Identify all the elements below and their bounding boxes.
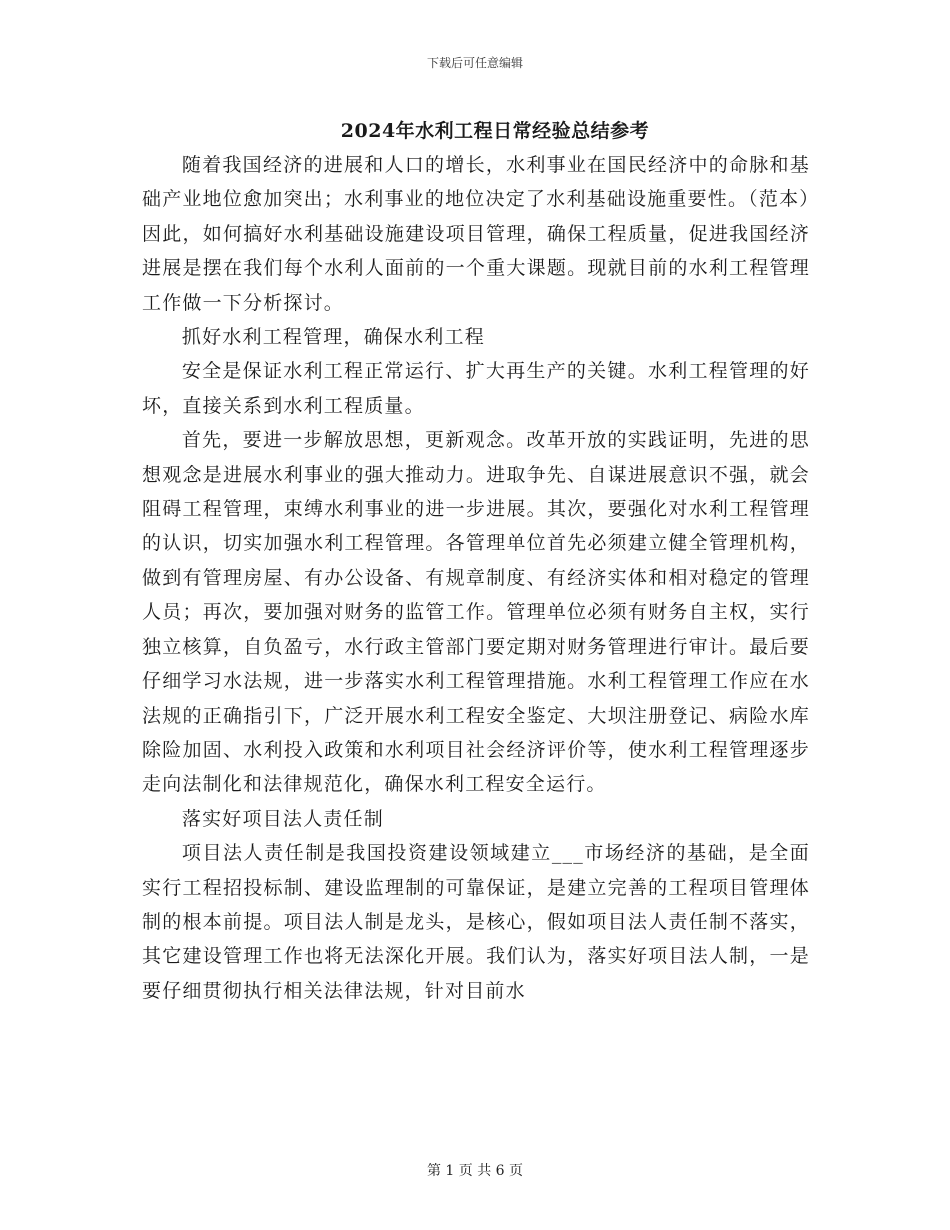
paragraph: 首先，要进一步解放思想，更新观念。改革开放的实践证明，先进的思想观念是进展水利事业的强大推动力。进取争先、自谋进展意识不强，就会阻碍工程管理，束缚水利事业的进一步进展。其次，要强化对水利工程管理的认识，切实加强水利工程管理。各管理单位首先必须建立健全管理机构，做到有管理房屋、有办公设备、有规章制度、有经济实体和相对稳定的管理人员；再次，要加强对财务的监管工作。管理单位必须有财务自主权，实行独立核算，自负盈亏，水行政主管部门要定期对财务管理进行审计。最后要仔细学习水法规，进一步落实水利工程管理措施。水利工程管理工作应在水法规的正确指引下，广泛开展水利工程安全鉴定、大坝注册登记、病险水库除险加固、水利投入政策和水利项目社会经济评价等，使水利工程管理逐步走向法制化和法律规范化，确保水利工程安全运行。: [142, 429, 810, 796]
header-note: 下载后可任意编辑: [426, 56, 523, 70]
page-footer: 第 1 页 共 6 页: [426, 1163, 524, 1179]
section-heading: 落实好项目法人责任制: [181, 807, 384, 830]
paragraph: 随着我国经济的进展和人口的增长，水利事业在国民经济中的命脉和基础产业地位愈加突出；水利事业的地位决定了水利基础设施重要性。（范本）因此，如何搞好水利基础设施建设项目管理，确保工程质量，促进我国经济进展是摆在我们每个水利人面前的一个重大课题。现就目前的水利工程管理工作做一下分析探讨。: [142, 154, 810, 314]
document-title: 2024年水利工程日常经验总结参考: [340, 120, 650, 142]
section-heading: 抓好水利工程管理，确保水利工程: [181, 326, 485, 349]
document-body: [142, 148, 810, 1008]
paragraph: 项目法人责任制是我国投资建设领域建立___市场经济的基础，是全面实行工程招投标制、建设监理制的可靠保证，是建立完善的工程项目管理体制的根本前提。项目法人制是龙头，是核心，假如项目法人责任制不落实，其它建设管理工作也将无法深化开展。我们认为，落实好项目法人制，一是要仔细贯彻执行相关法律法规，针对目前水: [142, 842, 810, 1002]
paragraph: 安全是保证水利工程正常运行、扩大再生产的关键。水利工程管理的好坏，直接关系到水利工程质量。: [142, 360, 810, 417]
